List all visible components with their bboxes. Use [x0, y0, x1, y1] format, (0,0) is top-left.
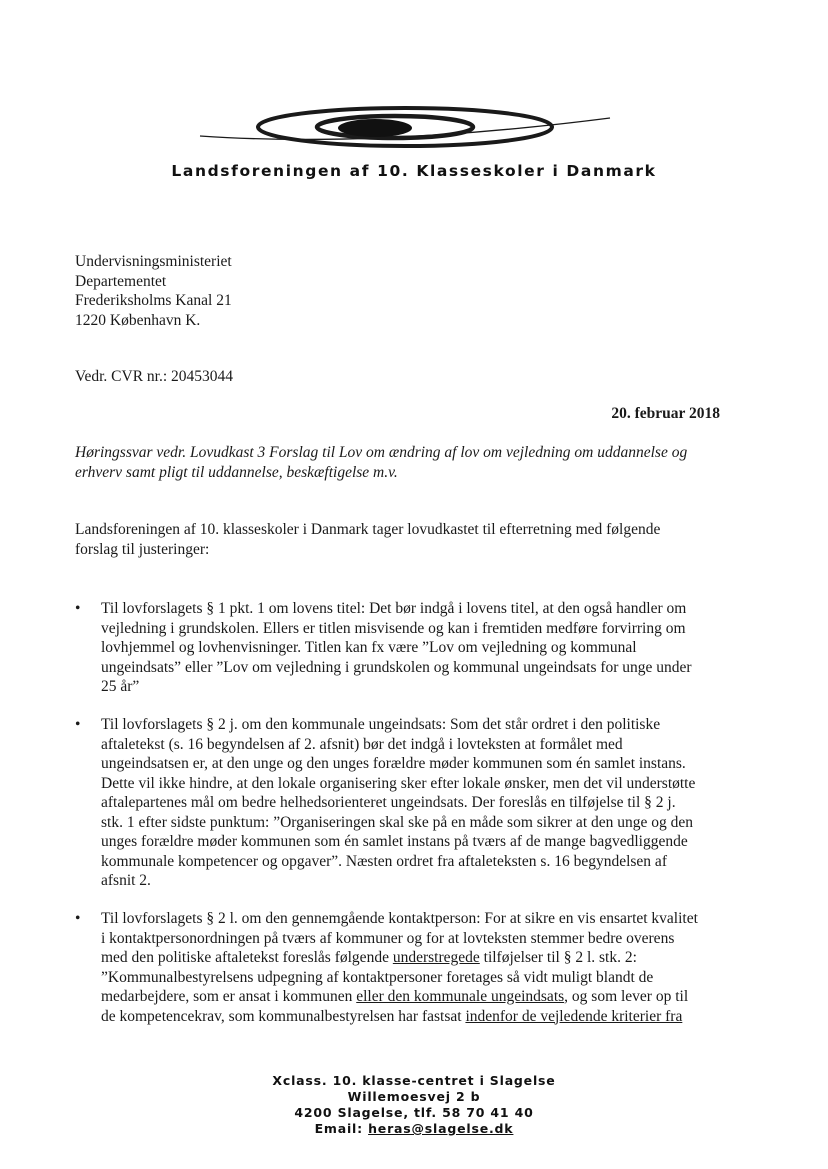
letter-subject — [75, 443, 755, 482]
address-line: 1220 København K. — [75, 311, 201, 329]
bullet-text — [101, 599, 692, 697]
bullet-line: Til lovforslagets § 1 pkt. 1 om lovens titel: Det bør indgå i lovens titel, at den også handler om — [101, 600, 687, 617]
bullet-icon: • — [75, 600, 81, 617]
underlined-text: indenfor de vejledende kriterier fra — [465, 1007, 683, 1025]
underlined-text: understregede — [392, 949, 480, 966]
cvr-reference: Vedr. CVR nr.: 20453044 — [75, 368, 234, 385]
footer-line: 4200 Slagelse, tlf. 58 70 41 40 — [294, 1105, 534, 1120]
footer-line: Willemoesvej 2 b — [347, 1089, 481, 1104]
text-segment: de kompetencekrav, som kommunalbestyrelsen har fastsat — [101, 1007, 466, 1025]
bullet-line: aftalepartenes mål om bedre helhedsorienteret ungeindsats. Der foreslås en tilføjelse til § 2 j. — [101, 794, 676, 811]
bullet-line: Dette vil ikke hindre, at den lokale organisering sker efter lokale ønsker, men det vil understøtte — [101, 774, 696, 792]
bullet-line: kommunale kompetencer og opgaver”. Næsten ordret fra aftaleteksten s. 16 begyndelsen af — [101, 852, 667, 870]
bullet-line: 25 år” — [101, 678, 140, 695]
underlined-text: eller den kommunale ungeindsats — [356, 988, 565, 1005]
letter-footer — [0, 1073, 828, 1137]
intro-paragraph — [75, 520, 660, 559]
recipient-address — [75, 252, 232, 330]
email-link[interactable]: heras@slagelse.dk — [368, 1121, 514, 1136]
bullet-line: vejledning i grundskolen. Ellers er titlen misvisende og kan i fremtiden medføre forvirring om — [101, 619, 686, 637]
bullet-line — [101, 987, 698, 1007]
bullet-icon: • — [75, 910, 81, 927]
bullet-line — [101, 948, 698, 968]
text-segment: tilføjelser til § 2 l. stk. 2: — [479, 949, 637, 966]
subject-line: erhverv samt pligt til uddannelse, beskæftigelse m.v. — [75, 463, 398, 481]
bullet-line: Til lovforslagets § 2 j. om den kommunale ungeindsats: Som det står ordret i den politiske — [101, 716, 661, 733]
bullet-line: afsnit 2. — [101, 872, 151, 889]
bullet-text — [101, 909, 698, 1026]
address-line: Undervisningsministeriet — [75, 253, 232, 270]
bullet-line: aftaletekst (s. 16 begyndelsen af 2. afsnit) bør det indgå i lovteksten at formålet med — [101, 735, 623, 753]
bullet-line: unges forældre møder kommunen som én samlet instans på tværs af de mange bagvedliggende — [101, 833, 688, 850]
bullet-line: stk. 1 efter sidste punktum: ”Organiseringen skal ske på en måde som sikrer at den unge og den — [101, 813, 694, 831]
address-line: Frederiksholms Kanal 21 — [75, 292, 232, 309]
bullet-line: i kontaktpersonordningen på tværs af kommuner og for at lovteksten stemmer bedre overens — [101, 929, 675, 947]
bullet-icon: • — [75, 716, 81, 733]
organization-name: Landsforeningen af 10. Klasseskoler i Danmark — [171, 162, 657, 180]
bullet-line — [101, 1007, 698, 1027]
email-label: Email: — [314, 1121, 369, 1136]
footer-email-line — [0, 1121, 828, 1137]
bullet-line: ungeindsats” eller ”Lov om vejledning i grundskolen og kommunal ungeindsats for unge under — [101, 658, 692, 676]
intro-line: Landsforeningen af 10. klasseskoler i Danmark tager lovudkastet til efterretning med følgende — [75, 521, 661, 538]
bullet-line: ”Kommunalbestyrelsens udpegning af kontaktpersoner foretages så vidt muligt blandt de — [101, 968, 654, 986]
organization-logo — [195, 100, 625, 160]
footer-line: Xclass. 10. klasse-centret i Slagelse — [272, 1073, 556, 1088]
text-segment: , og som lever op til — [564, 988, 689, 1005]
text-segment: medarbejdere, som er ansat i kommunen — [101, 988, 357, 1005]
subject-line: Høringssvar vedr. Lovudkast 3 Forslag til Lov om ændring af lov om vejledning om uddannelse og — [75, 444, 688, 461]
intro-line: forslag til justeringer: — [75, 540, 210, 558]
address-line: Departementet — [75, 272, 167, 290]
bullet-line: ungeindsatsen er, at den unge og den unges forældre møder kommunen som én samlet instans. — [101, 755, 686, 772]
bullet-line: lovhjemmel og lovhenvisninger. Titlen kan fx være ”Lov om vejledning og kommunal — [101, 639, 637, 656]
text-segment: med den politiske aftaletekst foreslås følgende — [101, 949, 393, 966]
bullet-line: Til lovforslagets § 2 l. om den gennemgående kontaktperson: For at sikre en vis ensartet kvalitet — [101, 910, 698, 927]
bullet-text — [101, 715, 695, 891]
letter-date: 20. februar 2018 — [611, 405, 720, 422]
